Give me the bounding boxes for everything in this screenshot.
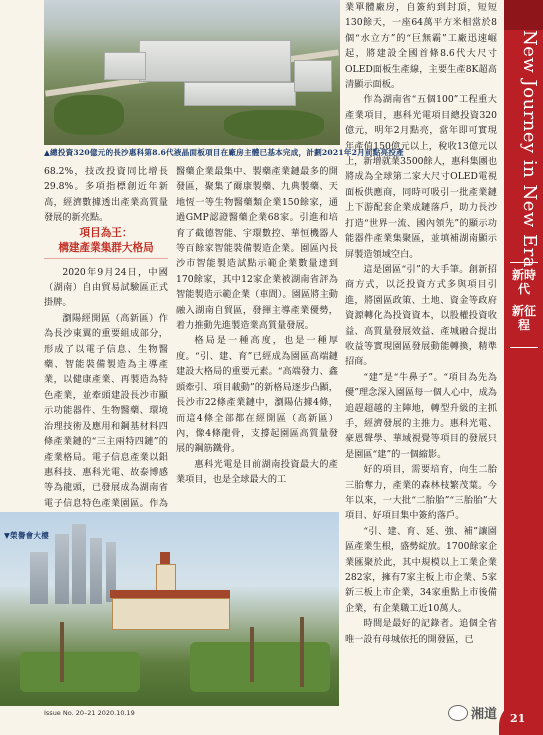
- paragraph: 醫藥企業最集中、製藥產業鏈最多的開發區，聚集了爾康製藥、九典製藥、天地恆一等生物醫藥類企業150餘家，通過GMP認證醫藥企業68家。引進和培育了截德智能、宇環數控、華恒機器人等百餘家智能裝備製造企業。園區內長沙市智能製造試點示範企業數量達到170餘家，其中12家企業被湖南省評為智能製造示範企業（車間）。園區將主動融入湖南自貿區，發揮主導產業優勢，着力推動先進製造業高質量發展。: [176, 166, 338, 332]
- paragraph: 格局是一種高度，也是一種厚度。“引、建、育”已經成為園區高端鏈建設大格局的重要元素。“高端發力、鑫頭牽引、項目載動”的新格局逐步凸顯，長沙市22條產業鏈中，瀏陽佔據4條，而這4條全部都在經開區（高新區）內，像4條龍骨，支撐起園區高質量發展的鋼筋鐵骨。: [176, 335, 338, 455]
- banner-label-new-journey: 新征程: [511, 304, 536, 332]
- factory-aerial-photo: [44, 0, 340, 145]
- paragraph: “建”是“牛鼻子”。“項目為先為優”理念深入園區每一個人心中，成為追趕超越的主陣地，轉型升級的主抓手，經濟發展的主推力。惠科光電、豪恩聲學、華域視覺等項目的發展只是園區“建”的一個縮影。: [345, 371, 497, 460]
- page-number: 21: [510, 712, 526, 725]
- watermark: [448, 703, 497, 722]
- top-photo-caption: ▲總投資320億元的長沙惠科第8.6代液晶面板項目在廠房主體已基本完成，計劃2021年2月前點亮投產: [44, 148, 404, 157]
- bottom-photo-caption: ▼榮譽會大樓: [4, 531, 50, 540]
- paragraph: 68.2%，技改投資同比增長29.8%。多項指標創近年新高，經濟數據透出產業高質量發展的新亮點。: [44, 166, 168, 224]
- watermark-text: 湘道: [471, 707, 498, 722]
- banner-label-new-era: 新時代: [511, 268, 536, 296]
- paragraph: 業單體廠房，自簽約到封頂，短短130餘天，一座64萬平方米相當於8個“水立方”的“巨無霸”工廠迅速崛起，將建設全國首條8.6代大尺寸OLED面板生產線，主要生產8K超高清顯示面板。: [345, 2, 497, 91]
- paragraph: 這是園區“引”的大手筆。創新招商方式，以泛投資方式多與項目引進，將園區政策、土地、資金等政府資源轉化為投資資本，以股權投資收益、高質量發展效益、產城融合提出收益等實現園區發展動能轉換，精準招商。: [345, 263, 497, 368]
- honor-building-photo: [0, 512, 339, 706]
- issue-info: Issue No. 20–21 2020.10.19: [44, 709, 135, 717]
- section-banner: [504, 0, 543, 735]
- section-heading: 項目為王：: [79, 226, 133, 239]
- paragraph: 時間是最好的記錄者。追個全省唯一設有母城依托的開發區，已: [345, 618, 497, 645]
- text-column-right: [345, 0, 497, 647]
- banner-cap: [504, 0, 543, 30]
- wechat-icon: [448, 705, 468, 721]
- paragraph: 作為湖南省“五個100”工程重大產業項目，惠科光電項目總投資320億元，明年2月點亮，當年即可實現年產值150億元以上，稅收13億元以上，新增就業3500餘人，惠科集團也將成為全球第二家大尺寸OLED電視面板供應商，同時可吸引一批產業鏈上下游配套企業成鏈落戶，助力長沙打造“世界一流、國內領先”的顯示功能器件產業集聚區，並填補湖南顯示屏製造領域空白。: [345, 94, 498, 260]
- banner-title: New Journey in New Era: [519, 30, 540, 268]
- paragraph: 惠科光電是目前湖南投資最大的產業項目，也是全球最大的工: [176, 458, 338, 486]
- paragraph: 好的項目，需要培育，向生二胎三胎奪力，產業的森林枝繁茂葉。今年以來，一大批“二胎胎”“三胎胎”大項目、好項目集中簽約落戶。: [345, 464, 497, 522]
- paragraph: 瀏陽經開區（高新區）作為長沙東翼的重要組成部分，形成了以電子信息、生物醫藥、智能裝備製造為主導產業，以健康產業、再製造為特色產業，並牽頭建設長沙市顯示功能器件、生物醫藥、環境治理技術及應用和鋼基材料四條產業鏈的“三主兩特四鏈”的產業格局。電子信息產業以鋁惠科技、惠科光電、故泰博感等為龍頭，已發展成為湖南省電子信息特色產業園區。作為: [44, 312, 168, 509]
- section-subheading: 構建產業集群大格局: [44, 241, 168, 259]
- paragraph: 2020年9月24日，中國（湖南）自由貿易試驗區正式掛牌。: [44, 266, 168, 309]
- paragraph: “引、建、育、延、強、補”讓園區產業生根，盛勢綻放。1700餘家企業匯聚於此，其中規模以上工業企業282家，擁有7家主板上市企業、5家新三板上市企業，34家重點上市後備企業，有企業職工近10萬人。: [345, 525, 498, 614]
- text-column-middle: [176, 164, 338, 488]
- text-column-left: [44, 164, 168, 557]
